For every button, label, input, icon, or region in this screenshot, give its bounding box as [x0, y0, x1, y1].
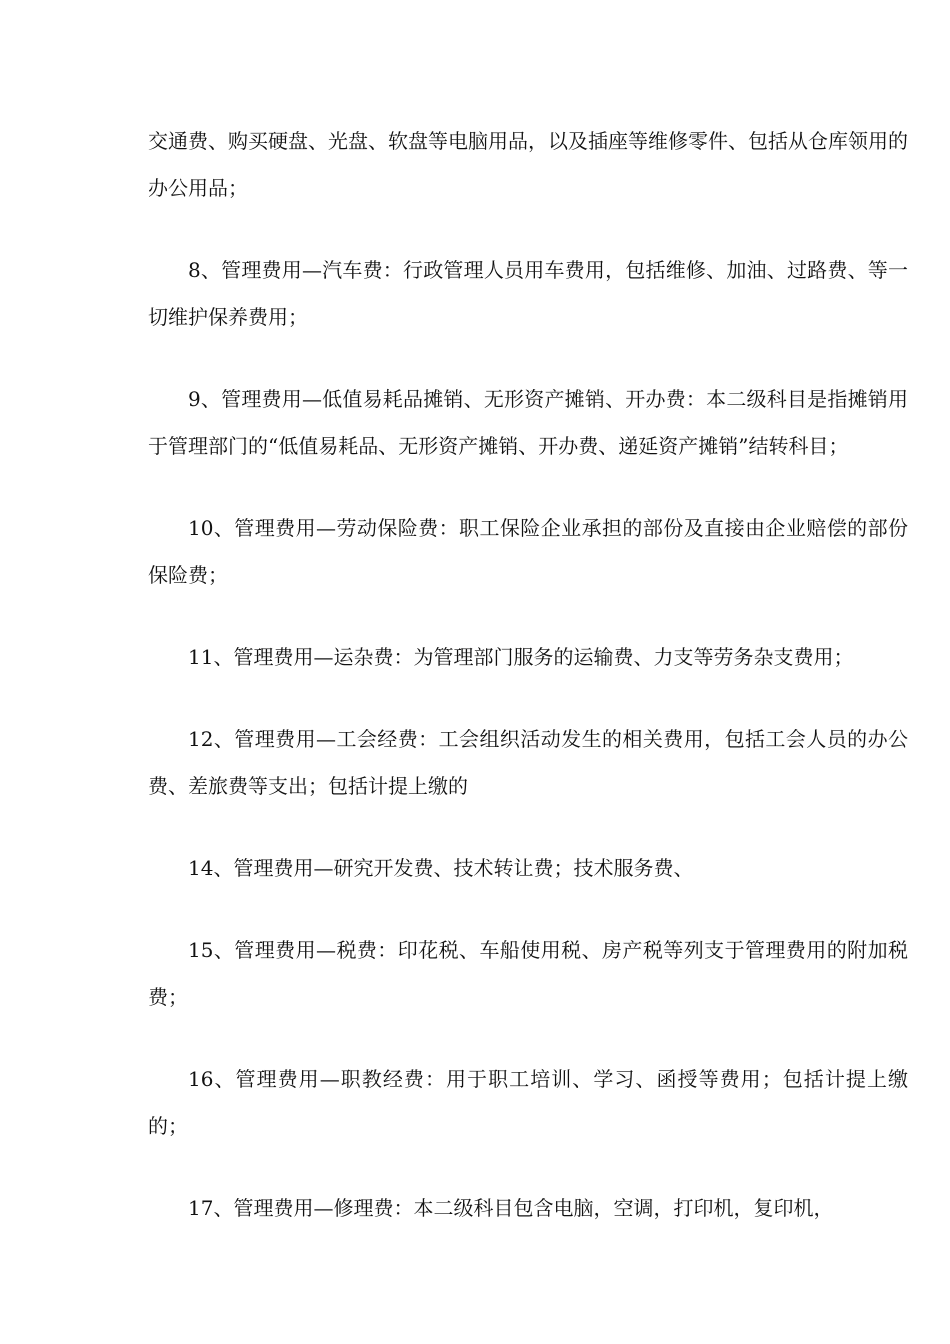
- paragraph-item-10: 10、管理费用—劳动保险费：职工保险企业承担的部份及直接由企业赔偿的部份保险费；: [148, 516, 908, 587]
- paragraph-item-8: 8、管理费用—汽车费：行政管理人员用车费用，包括维修、加油、过路费、等一切维护保养费用；: [148, 258, 908, 329]
- paragraph-item-17: 17、管理费用—修理费：本二级科目包含电脑，空调，打印机，复印机，: [188, 1196, 834, 1220]
- paragraph-item-16: 16、管理费用—职教经费：用于职工培训、学习、函授等费用；包括计提上缴的；: [148, 1067, 908, 1138]
- paragraph-item-12: 12、管理费用—工会经费：工会组织活动发生的相关费用，包括工会人员的办公费、差旅费等支出；包括计提上缴的: [148, 727, 908, 798]
- paragraph-continuation: 交通费、购买硬盘、光盘、软盘等电脑用品，以及插座等维修零件、包括从仓库领用的办公用品；: [148, 129, 908, 200]
- paragraph-item-15: 15、管理费用—税费：印花税、车船使用税、房产税等列支于管理费用的附加税费；: [148, 938, 908, 1009]
- paragraph-item-9: 9、管理费用—低值易耗品摊销、无形资产摊销、开办费：本二级科目是指摊销用于管理部门的“低值易耗品、无形资产摊销、开办费、递延资产摊销”结转科目；: [148, 387, 908, 458]
- document-body: [148, 118, 908, 1267]
- paragraph-item-11: 11、管理费用—运杂费：为管理部门服务的运输费、力支等劳务杂支费用；: [188, 645, 854, 669]
- paragraph-item-14: 14、管理费用—研究开发费、技术转让费；技术服务费、: [188, 856, 694, 880]
